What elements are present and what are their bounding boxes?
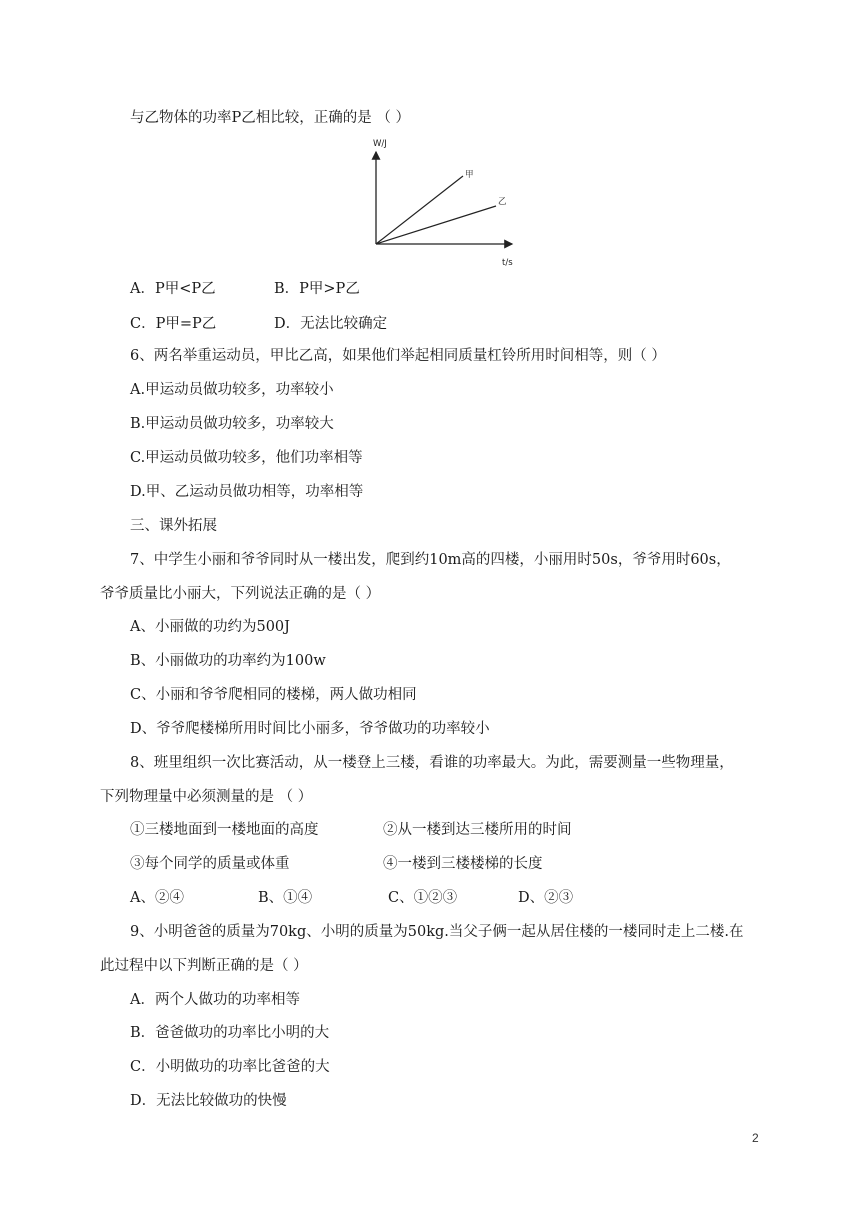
line-jia [376, 176, 463, 244]
q7-stem-line-2: 爷爷质量比小丽大，下列说法正确的是（ ） [100, 586, 381, 602]
line-jia-label: 甲 [465, 170, 474, 180]
q8-option-b: B、①④ [258, 890, 313, 906]
q5-option-a: A．P甲<P乙 [130, 281, 216, 297]
q7-option-d: D、爷爷爬楼梯所用时间比小丽多，爷爷做功的功率较小 [130, 721, 490, 737]
q9-stem-line-1: 9、小明爸爸的质量为70kg、小明的质量为50kg.当父子俩一起从居住楼的一楼同时走上二楼.在 [130, 924, 744, 940]
q9-option-b: B．爸爸做功的功率比小明的大 [130, 1025, 330, 1041]
q6-option-c: C.甲运动员做功较多，他们功率相等 [130, 450, 363, 466]
q7-stem-line-1: 7、中学生小丽和爷爷同时从一楼出发，爬到约10m高的四楼，小丽用时50s，爷爷用时60s， [130, 552, 731, 568]
q6-option-b: B.甲运动员做功较多，功率较大 [130, 416, 334, 432]
q5-option-c: C．P甲=P乙 [130, 316, 217, 332]
q6-stem: 6、两名举重运动员，甲比乙高，如果他们举起相同质量杠铃所用时间相等，则（ ） [130, 348, 666, 364]
q8-option-c: C、①②③ [388, 890, 458, 906]
q9-stem-line-2: 此过程中以下判断正确的是（ ） [100, 958, 308, 974]
q9-option-a: A．两个人做功的功率相等 [130, 992, 300, 1008]
q8-option-d: D、②③ [518, 890, 574, 906]
q8-item-3: ③每个同学的质量或体重 [130, 856, 290, 872]
x-axis-label: t/s [502, 258, 513, 268]
q8-item-4: ④一楼到三楼楼梯的长度 [383, 856, 543, 872]
q7-option-a: A、小丽做的功约为500J [130, 619, 290, 635]
line-yi [376, 206, 496, 244]
work-time-graph [355, 134, 525, 274]
q6-option-a: A.甲运动员做功较多，功率较小 [130, 382, 334, 398]
q7-option-c: C、小丽和爷爷爬相同的楼梯，两人做功相同 [130, 687, 417, 703]
page-number: 2 [752, 1131, 759, 1145]
q5-stem-tail: 与乙物体的功率P乙相比较，正确的是 （ ） [130, 110, 410, 126]
q5-option-d: D．无法比较确定 [274, 316, 388, 332]
q8-option-a: A、②④ [130, 890, 184, 906]
q7-option-b: B、小丽做功的功率约为100w [130, 653, 326, 669]
q9-option-d: D．无法比较做功的快慢 [130, 1093, 287, 1109]
q8-item-1: ①三楼地面到一楼地面的高度 [130, 822, 319, 838]
q9-option-c: C．小明做功的功率比爸爸的大 [130, 1059, 330, 1075]
q8-stem-line-1: 8、班里组织一次比赛活动，从一楼登上三楼，看谁的功率最大。为此，需要测量一些物理量， [130, 755, 734, 771]
q5-option-b: B．P甲>P乙 [274, 281, 360, 297]
line-yi-label: 乙 [498, 197, 507, 207]
section-heading: 三、课外拓展 [130, 518, 217, 534]
y-axis-label: W/J [373, 139, 387, 149]
q6-option-d: D.甲、乙运动员做功相等，功率相等 [130, 484, 364, 500]
q8-stem-line-2: 下列物理量中必须测量的是 （ ） [100, 789, 313, 805]
q8-item-2: ②从一楼到达三楼所用的时间 [383, 822, 572, 838]
